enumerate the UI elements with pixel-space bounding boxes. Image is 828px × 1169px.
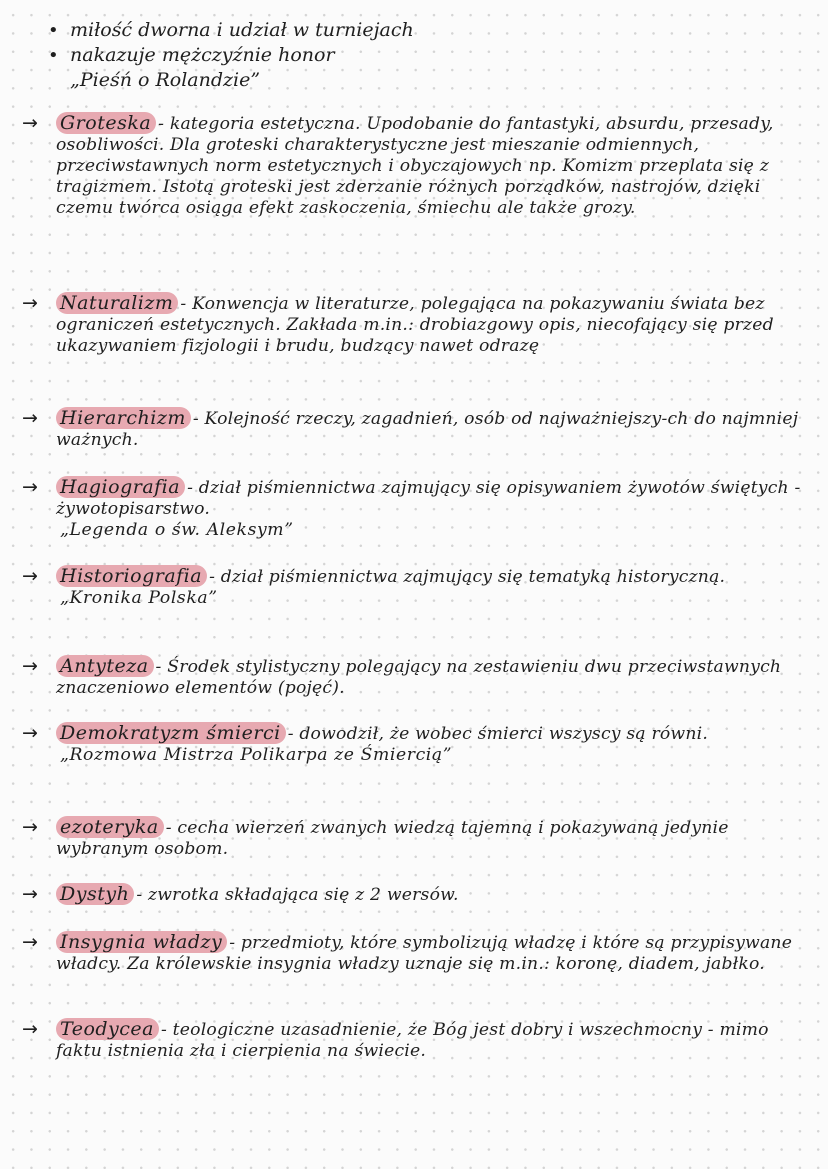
entry-term: Hagiografia bbox=[56, 476, 185, 498]
entry-term: Demokratyzm śmierci bbox=[56, 722, 286, 744]
arrow-right-icon: → bbox=[22, 476, 38, 498]
entry-definition: - przedmioty, które symbolizują władzę i które są przypisywane władcy. Za królewskie insygnia władzy uznaje się m.in.: koronę, diadem, jabłko. bbox=[56, 933, 793, 974]
entry-term: ezoteryka bbox=[56, 816, 164, 838]
bullet-dot-icon: • bbox=[48, 20, 59, 41]
entry-definition: - kategoria estetyczna. Upodobanie do fantastyki, absurdu, przesady, osobliwości. Dla groteski charakterystyczne jest mieszanie odmiennych, przeciwstawnych norm estetycznych i obyczajowych np. Komizm przeplata się z tragizmem. Istotą groteski jest zderzanie różnych porządków, nastrojów, dzięki czemu twórca osiąga efekt zaskoczenia, śmiechu ale także grozy. bbox=[56, 114, 774, 218]
arrow-right-icon: → bbox=[22, 565, 38, 587]
entry-insygnia-wladzy bbox=[22, 932, 816, 975]
entry-naturalizm bbox=[22, 293, 816, 357]
entry-teodycea bbox=[22, 1019, 816, 1062]
entry-antyteza bbox=[22, 656, 816, 699]
entry-definition: - dział piśmiennictwa zajmujący się tematyką historyczną. bbox=[209, 567, 726, 587]
entry-groteska bbox=[22, 113, 816, 219]
intro-bullet bbox=[48, 18, 808, 43]
entry-term: Hierarchizm bbox=[56, 407, 191, 429]
bullet-dot-icon: • bbox=[48, 45, 59, 66]
entry-definition: - Kolejność rzeczy, zagadnień, osób od najważniejszy-ch do najmniej ważnych. bbox=[56, 409, 799, 450]
entry-term: Teodycea bbox=[56, 1018, 159, 1040]
arrow-right-icon: → bbox=[22, 1018, 38, 1040]
entry-definition: - Środek stylistyczny polegający na zestawieniu dwu przeciwstawnych znaczeniowo elementów (pojęć). bbox=[56, 657, 782, 698]
entry-term: Historiografia bbox=[56, 565, 207, 587]
entry-definition: - cecha wierzeń zwanych wiedzą tajemną i pokazywaną jedynie wybranym osobom. bbox=[56, 818, 729, 859]
entry-hierarchizm bbox=[22, 408, 816, 451]
entry-historiografia bbox=[22, 566, 816, 609]
entry-term: Insygnia władzy bbox=[56, 931, 227, 953]
entry-dystyh bbox=[22, 884, 816, 906]
entry-example: „Legenda o św. Aleksym” bbox=[60, 520, 294, 540]
entry-demokratyzm-smierci bbox=[22, 723, 816, 766]
arrow-right-icon: → bbox=[22, 722, 38, 744]
entry-term: Antyteza bbox=[56, 655, 154, 677]
arrow-right-icon: → bbox=[22, 883, 38, 905]
arrow-right-icon: → bbox=[22, 931, 38, 953]
entry-definition: - zwrotka składająca się z 2 wersów. bbox=[136, 885, 459, 905]
intro-notes bbox=[48, 18, 808, 92]
arrow-right-icon: → bbox=[22, 655, 38, 677]
entry-ezoteryka bbox=[22, 817, 816, 860]
arrow-right-icon: → bbox=[22, 292, 38, 314]
intro-bullet bbox=[48, 43, 808, 68]
entry-example: „Kronika Polska” bbox=[60, 588, 218, 608]
arrow-right-icon: → bbox=[22, 407, 38, 429]
intro-bullet-text: nakazuje mężczyźnie honor bbox=[70, 44, 335, 66]
intro-example: „Pieśń o Rolandzie” bbox=[70, 69, 261, 91]
arrow-right-icon: → bbox=[22, 112, 38, 134]
entry-example: „Rozmowa Mistrza Polikarpa ze Śmiercią” bbox=[60, 745, 453, 765]
entry-definition: - dowodził, że wobec śmierci wszyscy są równi. bbox=[287, 724, 708, 744]
entry-term: Naturalizm bbox=[56, 292, 178, 314]
arrow-right-icon: → bbox=[22, 816, 38, 838]
entry-definition: - teologiczne uzasadnienie, że Bóg jest dobry i wszechmocny - mimo faktu istnienia zła i cierpienia na świecie. bbox=[56, 1020, 769, 1061]
entry-hagiografia bbox=[22, 477, 816, 541]
entry-definition: - Konwencja w literaturze, polegająca na pokazywaniu świata bez ograniczeń estetycznych. Zakłada m.in.: drobiazgowy opis, niecofający się przed ukazywaniem fizjologii i brudu, budzący nawet odrazę bbox=[56, 294, 774, 356]
entry-term: Groteska bbox=[56, 112, 156, 134]
entry-term: Dystyh bbox=[56, 883, 134, 905]
intro-bullet-text: miłość dworna i udział w turniejach bbox=[70, 19, 414, 41]
entry-definition: - dział piśmiennictwa zajmujący się opisywaniem żywotów świętych - żywotopisarstwo. bbox=[56, 478, 801, 519]
